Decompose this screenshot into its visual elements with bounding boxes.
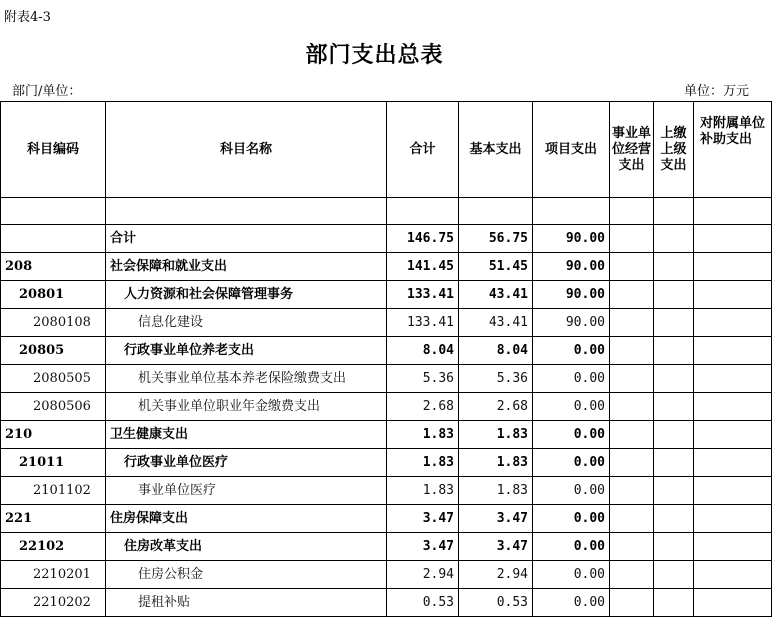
table-row <box>1 505 772 533</box>
header-name: 科目名称 <box>106 102 387 198</box>
cell-subsidy <box>694 337 772 365</box>
cell-total: 5.36 <box>387 365 459 393</box>
cell-code: 221 <box>1 505 106 533</box>
cell-upper <box>654 421 694 449</box>
cell-name: 卫生健康支出 <box>106 421 387 449</box>
cell-business <box>610 449 654 477</box>
cell-basic: 43.41 <box>459 309 533 337</box>
dept-label: 部门/单位： <box>12 84 82 99</box>
table-row <box>1 365 772 393</box>
cell-basic: 51.45 <box>459 253 533 281</box>
cell-business <box>610 365 654 393</box>
cell-upper <box>654 309 694 337</box>
cell-project: 0.00 <box>533 365 610 393</box>
cell-subsidy <box>694 281 772 309</box>
cell-project: 0.00 <box>533 337 610 365</box>
cell-name: 信息化建设 <box>106 309 387 337</box>
header-code: 科目编码 <box>1 102 106 198</box>
cell-total: 3.47 <box>387 505 459 533</box>
cell-subsidy <box>694 421 772 449</box>
cell-subsidy <box>694 198 772 225</box>
cell-business <box>610 225 654 253</box>
cell-total: 1.83 <box>387 477 459 505</box>
cell-upper <box>654 225 694 253</box>
cell-basic: 2.68 <box>459 393 533 421</box>
cell-basic: 1.83 <box>459 449 533 477</box>
cell-code: 22102 <box>1 533 106 561</box>
table-row <box>1 309 772 337</box>
cell-project: 90.00 <box>533 309 610 337</box>
cell-code: 2210201 <box>1 561 106 589</box>
cell-subsidy <box>694 505 772 533</box>
cell-upper <box>654 449 694 477</box>
cell-upper <box>654 589 694 617</box>
cell-name: 机关事业单位职业年金缴费支出 <box>106 393 387 421</box>
cell-business <box>610 198 654 225</box>
table-row-total <box>1 225 772 253</box>
header-subsidy: 对附属单位补助支出 <box>694 102 772 198</box>
cell-business <box>610 533 654 561</box>
cell-code: 2101102 <box>1 477 106 505</box>
cell-project: 0.00 <box>533 589 610 617</box>
cell-subsidy <box>694 393 772 421</box>
cell-subsidy <box>694 561 772 589</box>
cell-code: 2080506 <box>1 393 106 421</box>
cell-total: 146.75 <box>387 225 459 253</box>
cell-project: 0.00 <box>533 533 610 561</box>
cell-basic: 43.41 <box>459 281 533 309</box>
cell-project <box>533 198 610 225</box>
cell-upper <box>654 365 694 393</box>
cell-code: 208 <box>1 253 106 281</box>
cell-subsidy <box>694 477 772 505</box>
cell-project: 0.00 <box>533 561 610 589</box>
cell-basic: 0.53 <box>459 589 533 617</box>
table-row <box>1 561 772 589</box>
cell-code <box>1 198 106 225</box>
cell-code: 2210202 <box>1 589 106 617</box>
cell-subsidy <box>694 449 772 477</box>
cell-total: 133.41 <box>387 281 459 309</box>
cell-basic: 56.75 <box>459 225 533 253</box>
cell-subsidy <box>694 533 772 561</box>
cell-subsidy <box>694 365 772 393</box>
cell-business <box>610 309 654 337</box>
cell-project: 90.00 <box>533 225 610 253</box>
table-row <box>1 449 772 477</box>
cell-upper <box>654 253 694 281</box>
cell-total <box>387 198 459 225</box>
cell-basic: 8.04 <box>459 337 533 365</box>
header-project: 项目支出 <box>533 102 610 198</box>
cell-code: 20801 <box>1 281 106 309</box>
table-row <box>1 393 772 421</box>
cell-name: 人力资源和社会保障管理事务 <box>106 281 387 309</box>
cell-code: 210 <box>1 421 106 449</box>
cell-upper <box>654 505 694 533</box>
cell-name: 合计 <box>106 225 387 253</box>
cell-upper <box>654 198 694 225</box>
cell-business <box>610 253 654 281</box>
cell-total: 141.45 <box>387 253 459 281</box>
page-title: 部门支出总表 <box>305 42 444 68</box>
header-upper: 上缴上级支出 <box>654 102 694 198</box>
cell-total: 1.83 <box>387 421 459 449</box>
cell-upper <box>654 561 694 589</box>
cell-total: 0.53 <box>387 589 459 617</box>
cell-code <box>1 225 106 253</box>
cell-project: 90.00 <box>533 253 610 281</box>
cell-business <box>610 477 654 505</box>
cell-basic: 1.83 <box>459 421 533 449</box>
cell-business <box>610 589 654 617</box>
cell-subsidy <box>694 225 772 253</box>
cell-total: 133.41 <box>387 309 459 337</box>
table-row <box>1 337 772 365</box>
cell-total: 1.83 <box>387 449 459 477</box>
cell-name: 住房公积金 <box>106 561 387 589</box>
cell-code: 20805 <box>1 337 106 365</box>
cell-total: 8.04 <box>387 337 459 365</box>
cell-upper <box>654 337 694 365</box>
cell-business <box>610 281 654 309</box>
cell-total: 2.68 <box>387 393 459 421</box>
cell-code: 2080505 <box>1 365 106 393</box>
cell-total: 2.94 <box>387 561 459 589</box>
cell-business <box>610 337 654 365</box>
table-row <box>1 253 772 281</box>
expenditure-table <box>0 101 772 617</box>
cell-name: 行政事业单位养老支出 <box>106 337 387 365</box>
cell-name: 机关事业单位基本养老保险缴费支出 <box>106 365 387 393</box>
cell-name: 社会保障和就业支出 <box>106 253 387 281</box>
cell-project: 0.00 <box>533 421 610 449</box>
cell-subsidy <box>694 309 772 337</box>
cell-business <box>610 393 654 421</box>
cell-upper <box>654 477 694 505</box>
cell-name: 事业单位医疗 <box>106 477 387 505</box>
cell-upper <box>654 533 694 561</box>
cell-business <box>610 421 654 449</box>
cell-upper <box>654 281 694 309</box>
table-row <box>1 589 772 617</box>
cell-project: 90.00 <box>533 281 610 309</box>
header-total: 合计 <box>387 102 459 198</box>
cell-basic: 3.47 <box>459 533 533 561</box>
cell-subsidy <box>694 589 772 617</box>
table-row <box>1 533 772 561</box>
header-business: 事业单位经营支出 <box>610 102 654 198</box>
unit-label: 单位：万元 <box>684 84 750 99</box>
table-row <box>1 477 772 505</box>
table-row <box>1 421 772 449</box>
cell-business <box>610 561 654 589</box>
table-row <box>1 198 772 225</box>
cell-total: 3.47 <box>387 533 459 561</box>
cell-project: 0.00 <box>533 449 610 477</box>
cell-name: 提租补贴 <box>106 589 387 617</box>
cell-name: 住房保障支出 <box>106 505 387 533</box>
cell-project: 0.00 <box>533 505 610 533</box>
cell-business <box>610 505 654 533</box>
cell-code: 2080108 <box>1 309 106 337</box>
annex-label: 附表4-3 <box>4 10 51 25</box>
cell-subsidy <box>694 253 772 281</box>
cell-project: 0.00 <box>533 393 610 421</box>
cell-code: 21011 <box>1 449 106 477</box>
table-row <box>1 281 772 309</box>
cell-name <box>106 198 387 225</box>
cell-basic: 5.36 <box>459 365 533 393</box>
cell-name: 住房改革支出 <box>106 533 387 561</box>
header-row <box>1 102 772 198</box>
cell-basic: 3.47 <box>459 505 533 533</box>
cell-basic: 2.94 <box>459 561 533 589</box>
cell-basic <box>459 198 533 225</box>
cell-name: 行政事业单位医疗 <box>106 449 387 477</box>
cell-project: 0.00 <box>533 477 610 505</box>
header-basic: 基本支出 <box>459 102 533 198</box>
cell-upper <box>654 393 694 421</box>
cell-basic: 1.83 <box>459 477 533 505</box>
